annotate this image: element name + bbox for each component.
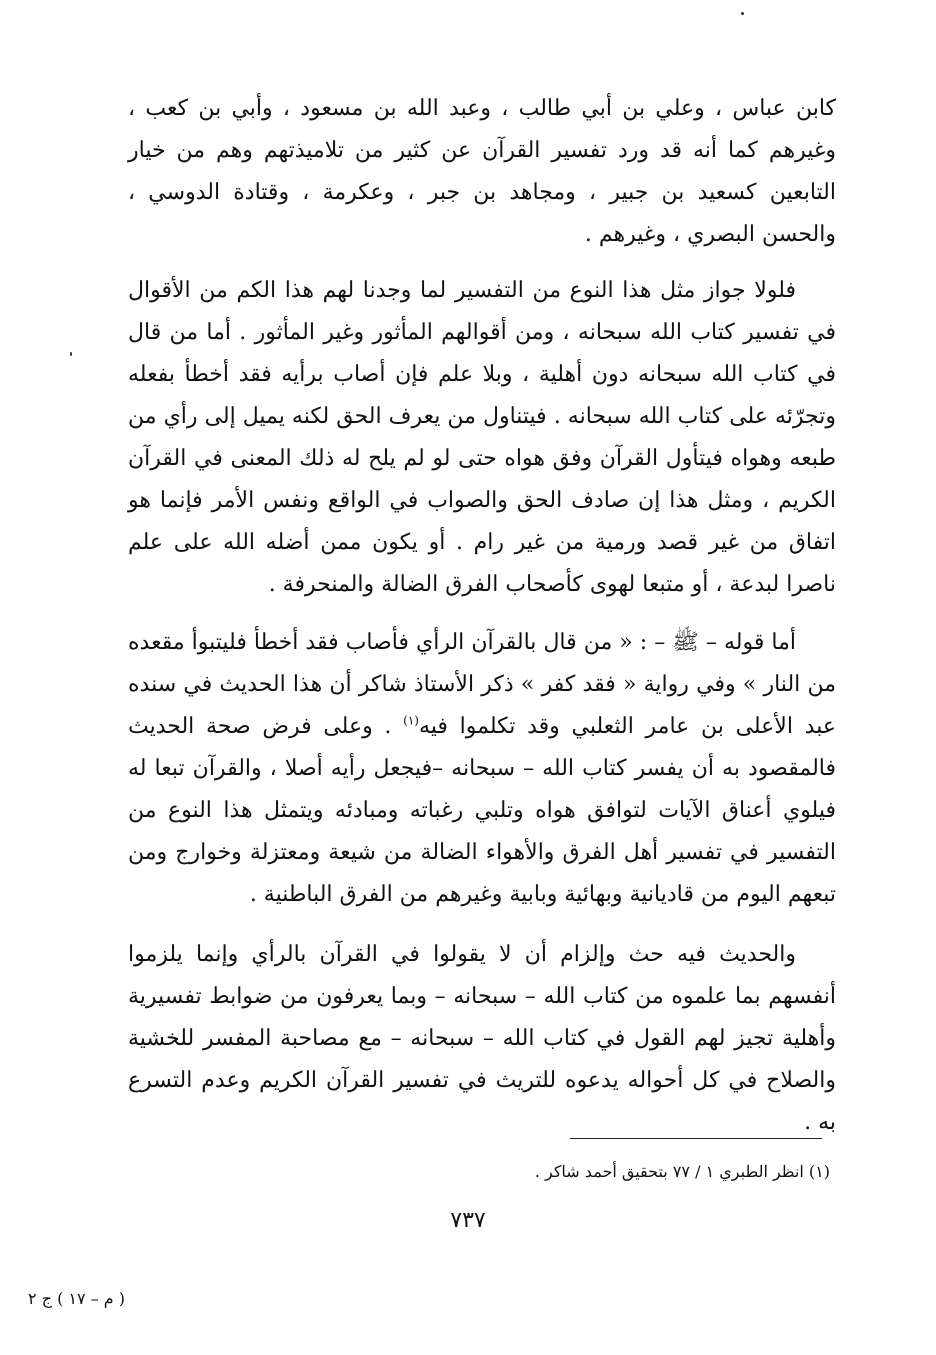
page-number: ٧٣٧ bbox=[450, 1208, 486, 1233]
printer-signature: ( م – ١٧ ) ج ٢ bbox=[28, 1289, 126, 1308]
paragraph-text: والحديث فيه حث وإلزام أن لا يقولوا في القرآن بالرأي وإنما يلزموا أنفسهم بما علموه من كتاب الله – سبحانه – وبما يعرفون من ضوابط تفسيرية وأهلية تجيز لهم القول في كتاب الله – سبحانه – مع مصاحبة المفسر للخشية والصلاح في كل أحواله يدعوه للتريث في تفسير القرآن الكريم وعدم التسرع به . bbox=[128, 942, 836, 1135]
paragraph-text-part: . وعلى فرض صحة الحديث فالمقصود به أن يفسر كتاب الله – سبحانه –فيجعل رأيه أصلا ، والقرآن تبعا له فيلوي أعناق الآيات لتوافق هواه وتلبي رغباته ومبادئه ويتمثل هذا النوع من التفسير في تفسير أهل الفرق والأهواء الضالة من شيعة ومعتزلة وخوارج ومن تبعهم اليوم من قاديانية وبهائية وبابية وغيرهم من الفرق الباطنية . bbox=[128, 714, 836, 907]
paragraph-4 bbox=[128, 934, 836, 1144]
paragraph-text: كابن عباس ، وعلي بن أبي طالب ، وعبد الله بن مسعود ، وأبي بن كعب ، وغيرهم كما أنه قد ورد تفسير القرآن عن كثير من تلاميذتهم وهم من خيار التابعين كسعيد بن جبير ، ومجاهد بن جبر ، وعكرمة ، وقتادة الدوسي ، والحسن البصري ، وغيرهم . bbox=[128, 96, 836, 247]
scan-speck bbox=[70, 352, 72, 356]
footnote-reference: (١) bbox=[403, 713, 419, 728]
paragraph-1 bbox=[128, 88, 836, 256]
footnote: (١) انظر الطبري ١ / ٧٧ بتحقيق أحمد شاكر . bbox=[534, 1162, 830, 1181]
paragraph-3 bbox=[128, 622, 836, 916]
paragraph-text: فلولا جواز مثل هذا النوع من التفسير لما وجدنا لهم هذا الكم من الأقوال في تفسير كتاب الله سبحانه ، ومن أقوالهم المأثور وغير المأثور . أما من قال في كتاب الله سبحانه دون أهلية ، وبلا علم فإن أصاب برأيه فقد أخطأ بفعله وتجرّئه على كتاب الله سبحانه . فيتناول من يعرف الحق لكنه يميل إلى رأي من طبعه وهواه فيتأول القرآن وفق هواه حتى لو لم يلح له ذلك المعنى في القرآن الكريم ، ومثل هذا إن صادف الحق والصواب في الواقع ونفس الأمر فإنما هو اتفاق من غير قصد ورمية من غير رام . أو يكون ممن أضله الله على علم ناصرا لبدعة ، أو متبعا لهوى كأصحاب الفرق الضالة والمنحرفة . bbox=[128, 278, 836, 597]
paragraph-text bbox=[128, 622, 836, 916]
footnote-divider bbox=[570, 1138, 822, 1139]
paragraph-2 bbox=[128, 270, 836, 606]
scan-speck bbox=[741, 12, 744, 15]
paragraph-text-part: أما قوله – ﷺ – : « من قال بالقرآن الرأي فأصاب فقد أخطأ فليتبوأ مقعده من النار » وفي رواية « فقد كفر » ذكر الأستاذ شاكر أن هذا الحديث في سنده عبد الأعلى بن عامر الثعلبي وقد تكلموا فيه bbox=[128, 630, 836, 739]
